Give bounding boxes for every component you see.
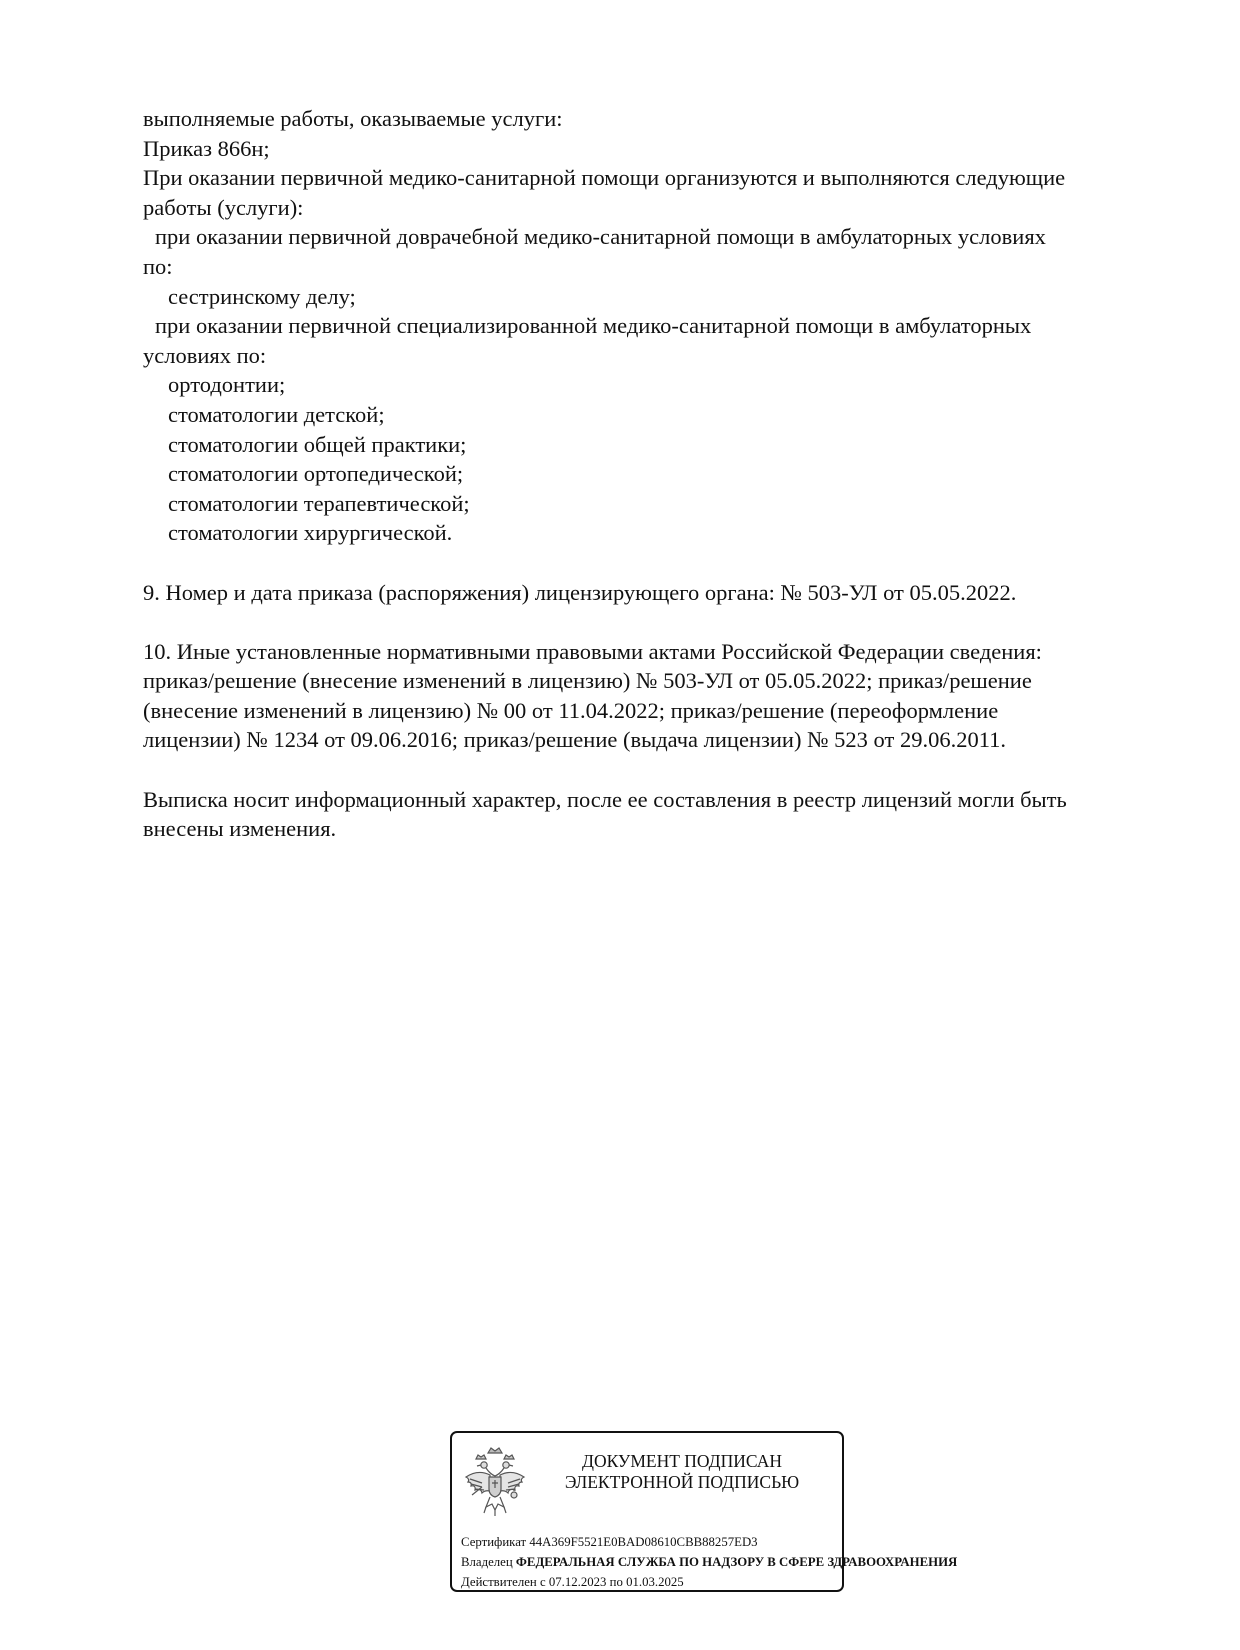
text-line: при оказании первичной доврачебной медико-санитарной помощи в амбулаторных условиях [155,224,1046,250]
paragraph-gap [143,607,1163,637]
text-line: сестринскому делу; [168,283,356,309]
text-line: лицензии) № 1234 от 09.06.2016; приказ/решение (выдача лицензии) № 523 от 29.06.2011. [143,727,1007,753]
paragraph-gap [143,548,1163,578]
stamp-title [542,1451,822,1493]
text-line: При оказании первичной медико-санитарной помощи организуются и выполняются следующие [143,165,1066,191]
paragraph-gap [143,755,1163,785]
text-line: условиях по: [143,342,267,368]
text-line: 10. Иные установленные нормативными правовыми актами Российской Федерации сведения: [143,638,1042,664]
stamp-title-line1: ДОКУМЕНТ ПОДПИСАН [582,1451,782,1471]
coat-of-arms-icon [462,1443,528,1519]
text-line: ортодонтии; [168,372,286,398]
text-line: при оказании первичной специализированной медико-санитарной помощи в амбулаторных [155,313,1032,339]
text-line: Выписка носит информационный характер, после ее составления в реестр лицензий могли быть [143,786,1067,812]
text-line: (внесение изменений в лицензию) № 00 от 11.04.2022; приказ/решение (переоформление [143,697,999,723]
text-line: Приказ 866н; [143,135,270,161]
text-line: выполняемые работы, оказываемые услуги: [143,106,563,131]
text-line: по: [143,253,173,279]
document-body [143,104,1163,844]
text-line: стоматологии общей практики; [168,431,467,457]
validity-row: Действителен с 07.12.2023 по 01.03.2025 [461,1575,684,1589]
electronic-signature-stamp [450,1431,958,1592]
certificate-value: 44A369F5521E0BAD08610CBB88257ED3 [529,1535,758,1549]
text-line: работы (услуги): [143,194,304,220]
text-line: приказ/решение (внесение изменений в лицензию) № 503-УЛ от 05.05.2022; приказ/решение [143,668,1032,694]
certificate-label: Сертификат [461,1535,527,1549]
stamp-info [461,1532,957,1592]
owner-value: ФЕДЕРАЛЬНАЯ СЛУЖБА ПО НАДЗОРУ В СФЕРЕ ЗДРАВООХРАНЕНИЯ [515,1555,958,1569]
owner-row [461,1552,957,1572]
owner-label: Владелец [461,1555,513,1569]
text-line: стоматологии ортопедической; [168,461,464,487]
text-line: стоматологии хирургической. [168,520,453,546]
stamp-title-line2: ЭЛЕКТРОННОЙ ПОДПИСЬЮ [564,1472,800,1492]
text-line: стоматологии терапевтической; [168,490,470,516]
text-line: внесены изменения. [143,816,337,842]
certificate-row [461,1532,957,1552]
text-line: 9. Номер и дата приказа (распоряжения) лицензирующего органа: № 503-УЛ от 05.05.2022. [143,579,1017,605]
text-line: стоматологии детской; [168,401,385,427]
